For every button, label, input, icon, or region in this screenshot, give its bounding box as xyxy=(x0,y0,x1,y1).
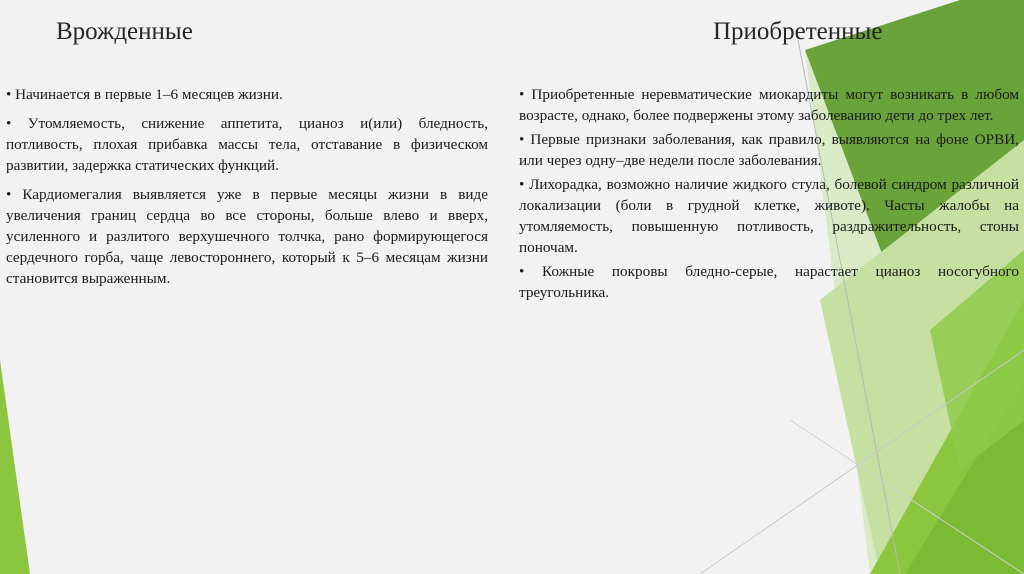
list-item: • Начинается в первые 1–6 месяцев жизни. xyxy=(6,86,283,103)
heading-congenital: Врожденные xyxy=(56,18,193,45)
heading-acquired: Приобретенные xyxy=(713,18,883,45)
left-green-stripe xyxy=(0,360,30,574)
congenital-list xyxy=(6,84,488,297)
list-item: • Приобретенные неревматические миокардиты могут возникать в любом возрасте, однако, более подвержены этому заболеванию дети до трех лет. xyxy=(519,86,1019,124)
list-item: • Лихорадка, возможно наличие жидкого стула, болевой синдром различной локализации (боли в грудной клетке, животе). Часты жалобы на утомляемость, повышенную потливость, раздражительность, стоны поночам. xyxy=(519,176,1019,256)
list-item: • Кардиомегалия выявляется уже в первые месяцы жизни в виде увеличения границ сердца во все стороны, больше влево и вверх, усиленного и разлитого верхушечного толчка, рано формирующегося сердечного горба, чаще левостороннего, который к 5–6 месяцам жизни становится выраженным. xyxy=(6,186,488,287)
list-item: • Кожные покровы бледно-серые, нарастает цианоз носогубного треугольника. xyxy=(519,263,1019,301)
list-item: • Утомляемость, снижение аппетита, цианоз и(или) бледность, потливость, плохая прибавка массы тела, отставание в физическом развитии, задержка статических функций. xyxy=(6,115,488,174)
acquired-list xyxy=(519,84,1019,306)
list-item: • Первые признаки заболевания, как правило, выявляются на фоне ОРВИ, или через одну–две недели после заболевания. xyxy=(519,131,1019,169)
